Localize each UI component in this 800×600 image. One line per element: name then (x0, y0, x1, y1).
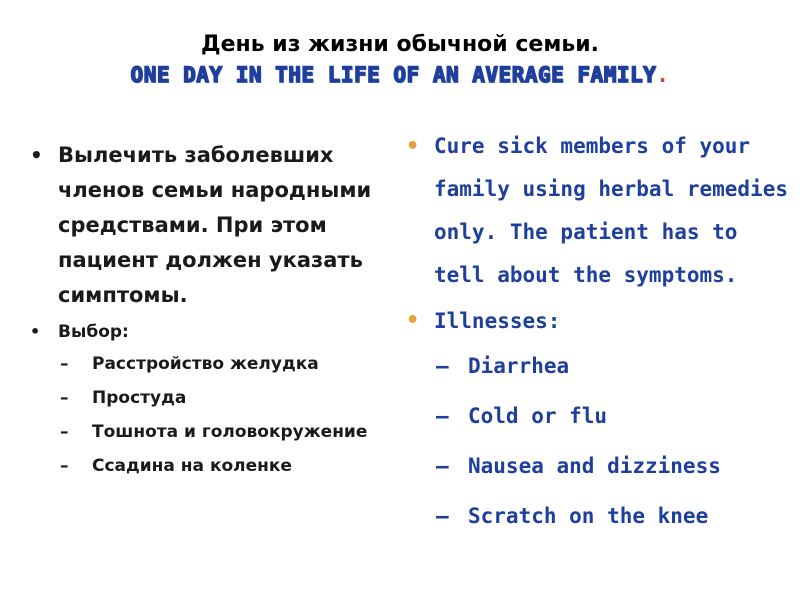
right-column-english (404, 125, 796, 547)
dash-icon: – (436, 354, 449, 378)
left-choice-list (28, 349, 400, 481)
right-main-bullet (404, 125, 796, 297)
list-item (60, 383, 400, 413)
list-item (60, 417, 400, 447)
list-item (60, 451, 400, 481)
list-item-text: Cold or flu (468, 404, 608, 428)
list-item (436, 447, 796, 485)
dash-icon: – (436, 454, 449, 478)
list-item (436, 497, 796, 535)
bullet-dot-icon: • (30, 322, 41, 341)
bullet-dot-icon: • (406, 134, 420, 159)
right-sub-heading-text: Illnesses: (434, 309, 561, 333)
dash-icon: – (60, 388, 69, 408)
dash-icon: – (436, 504, 449, 528)
dash-icon: – (60, 422, 69, 442)
right-main-text: Cure sick members of your family using herbal remedies only. The patient has to tell about the symptoms. (434, 134, 789, 287)
title-english-end-mark: . (656, 63, 670, 87)
list-item (436, 397, 796, 435)
bullet-dot-icon: • (30, 143, 43, 167)
right-illness-list (404, 347, 796, 535)
left-sub-heading-text: Выбор: (58, 322, 129, 342)
list-item (60, 349, 400, 379)
right-sub-heading (404, 301, 796, 341)
bullet-dot-icon: • (406, 308, 420, 333)
list-item-text: Nausea and dizziness (468, 454, 721, 478)
title-english-text: ONE DAY IN THE LIFE OF AN AVERAGE FAMILY (130, 63, 657, 87)
list-item-text: Diarrhea (468, 354, 570, 378)
left-main-text: Вылечить заболевших членов семьи народными средствами. При этом пациент должен указать симптомы. (58, 143, 372, 307)
dash-icon: – (60, 456, 69, 476)
list-item-text: Тошнота и головокружение (92, 422, 368, 442)
left-sub-heading (28, 317, 400, 347)
title-english (0, 60, 800, 90)
list-item (436, 347, 796, 385)
slide-title (0, 30, 800, 90)
left-column-russian (28, 138, 400, 485)
title-russian: День из жизни обычной семьи. (201, 32, 599, 57)
list-item-text: Расстройство желудка (92, 354, 319, 374)
dash-icon: – (60, 354, 69, 374)
list-item-text: Ссадина на коленке (92, 456, 292, 476)
list-item-text: Простуда (92, 388, 187, 408)
left-main-bullet (28, 138, 400, 313)
dash-icon: – (436, 404, 449, 428)
list-item-text: Scratch on the knee (468, 504, 709, 528)
